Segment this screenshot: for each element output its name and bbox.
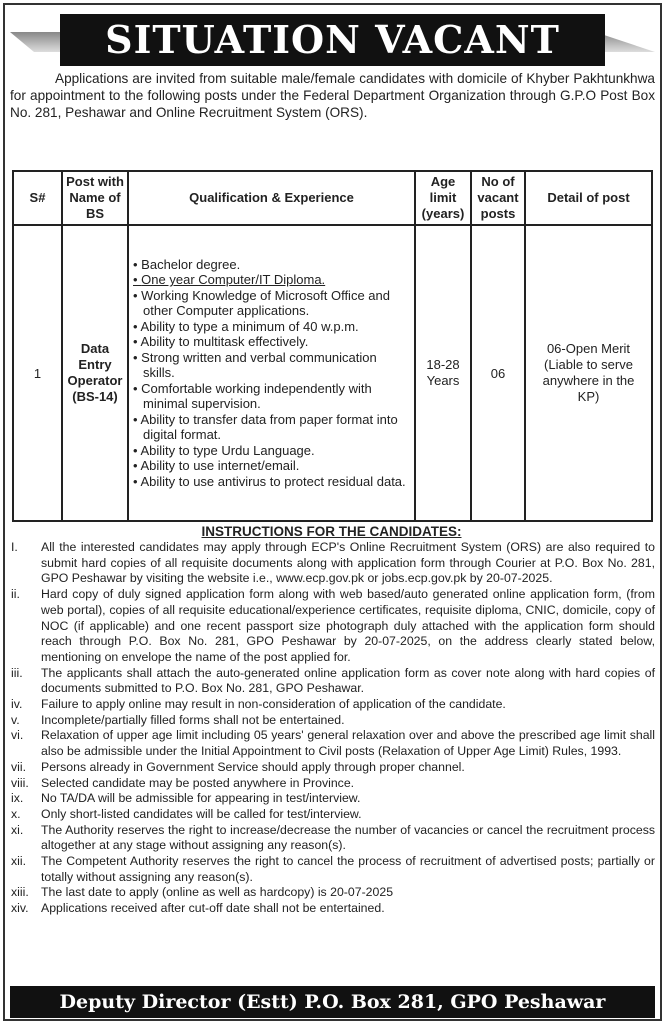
instruction-item [8, 807, 655, 823]
footer-address: Deputy Director (Estt) P.O. Box 281, GPO Peshawar [10, 986, 655, 1018]
header-detail: Detail of post [525, 171, 652, 225]
instruction-item [8, 823, 655, 854]
instruction-text: Selected candidate may be posted anywhere in Province. [41, 775, 355, 790]
qualification-item: • Ability to type a minimum of 40 w.p.m. [133, 319, 410, 335]
instruction-item [8, 540, 655, 587]
instruction-number: vi. [11, 728, 24, 743]
instruction-number: x. [11, 806, 21, 821]
instruction-item [8, 760, 655, 776]
instruction-number: xiv. [11, 901, 29, 916]
instruction-number: iii. [11, 665, 23, 680]
qualification-item: • Ability to type Urdu Language. [133, 443, 410, 459]
header-sn: S# [13, 171, 62, 225]
instruction-item [8, 791, 655, 807]
instruction-item [8, 885, 655, 901]
instruction-item [8, 728, 655, 759]
instruction-text: The last date to apply (online as well as hardcopy) is 20-07-2025 [41, 885, 394, 900]
qualification-item: • Ability to multitask effectively. [133, 334, 410, 350]
instruction-text: Incomplete/partially filled forms shall not be entertained. [41, 712, 345, 727]
instruction-text: No TA/DA will be admissible for appearing in test/interview. [41, 791, 361, 806]
instruction-text: Failure to apply online may result in non-consideration of application of the candidate. [41, 697, 506, 712]
qualification-item: • One year Computer/IT Diploma. [133, 272, 410, 288]
instructions-heading: INSTRUCTIONS FOR THE CANDIDATES: [201, 524, 462, 539]
instruction-item [8, 854, 655, 885]
instruction-text: Applications received after cut-off date shall not be entertained. [41, 901, 385, 916]
qualification-item: • Comfortable working independently with minimal supervision. [133, 381, 410, 412]
instruction-number: xiii. [11, 885, 29, 900]
vacancy-table [12, 170, 653, 522]
instruction-text: Hard copy of duly signed application form along with web based/auto generated online application form, (from web portal), copies of all requisite educational/experience certificates, requisite diploma, CNIC, domicile, copy of NOC (if applicable) and one recent passport size photograph duly attached with the application form should reach through P.O. Box No. 281, GPO Peshawar by 20-07-2025, on the address clearly stated below, mentioning on envelope the name of the post applied for. [41, 587, 655, 664]
cell-vacancies: 06 [471, 225, 525, 521]
qualification-item: • Ability to use antivirus to protect residual data. [133, 474, 410, 490]
cell-sn: 1 [13, 225, 62, 521]
instruction-text: All the interested candidates may apply through ECP's Online Recruitment System (ORS) are also required to submit hard copies of all requisite documents along with application form through Courier at P.O. Box No. 281, GPO Peshawar by visiting the website i.e., www.ecp.gov.pk or jobs.ecp.gov.pk by 20-07-2025. [41, 540, 655, 586]
instruction-number: vii. [11, 759, 27, 774]
qualification-item: • Strong written and verbal communication skills. [133, 350, 410, 381]
instruction-item [8, 587, 655, 666]
intro-text: Applications are invited from suitable male/female candidates with domicile of Khyber Pakhtunkhwa for appointment to the following posts under the Federal Department Organization through G.P.O Post Box No. 281, Peshawar and Online Recruitment System (ORS). [10, 71, 655, 120]
qualification-item: • Ability to transfer data from paper format into digital format. [133, 412, 410, 443]
header-vacancies: No of vacant posts [471, 171, 525, 225]
table-row [13, 225, 652, 521]
instruction-item [8, 901, 655, 917]
instruction-text: Persons already in Government Service should apply through proper channel. [41, 759, 465, 774]
table-header-row [13, 171, 652, 225]
instruction-item [8, 776, 655, 792]
instructions-section [8, 523, 655, 917]
instruction-text: Relaxation of upper age limit including 05 years' general relaxation over and above the prescribed age limit shall also be admissible under the Initial Appointment to Civil posts (Relaxation of Upper Age Limit) Rules, 1993. [41, 728, 655, 759]
instruction-text: The Authority reserves the right to increase/decrease the number of vacancies or cancel the recruitment process altogether at any stage without assigning any reason(s). [41, 822, 655, 853]
instruction-text: The Competent Authority reserves the right to cancel the process of recruitment of advertised posts; partially or totally without assigning any reason(s). [41, 854, 655, 884]
qualification-item: • Bachelor degree. [133, 257, 410, 273]
instruction-number: xii. [11, 854, 27, 869]
header-age: Age limit (years) [415, 171, 471, 225]
header-post: Post with Name of BS [62, 171, 128, 225]
qualification-item: • Ability to use internet/email. [133, 458, 410, 474]
cell-detail: 06-Open Merit (Liable to serve anywhere in the KP) [525, 225, 652, 521]
instruction-number: xi. [11, 822, 24, 837]
cell-qualifications [128, 225, 415, 521]
instruction-text: The applicants shall attach the auto-generated online application form as cover note along with hard copies of documents submitted to P.O. Box No. 281, GPO Peshawar. [41, 665, 655, 696]
instruction-item [8, 713, 655, 729]
qualification-item: • Working Knowledge of Microsoft Office and other Computer applications. [133, 288, 410, 319]
instruction-text: Only short-listed candidates will be called for test/interview. [41, 806, 362, 821]
instruction-item [8, 666, 655, 697]
instruction-number: viii. [11, 775, 29, 790]
instruction-number: v. [11, 712, 20, 727]
cell-post: Data Entry Operator (BS-14) [62, 225, 128, 521]
ad-title: SITUATION VACANT [60, 14, 605, 66]
intro-paragraph [10, 70, 655, 121]
instruction-number: ii. [11, 587, 20, 602]
title-banner [10, 14, 655, 66]
instruction-item [8, 697, 655, 713]
instruction-number: iv. [11, 697, 23, 712]
header-qualification: Qualification & Experience [128, 171, 415, 225]
cell-age: 18-28 Years [415, 225, 471, 521]
instruction-number: I. [11, 540, 18, 554]
instruction-number: ix. [11, 791, 24, 806]
